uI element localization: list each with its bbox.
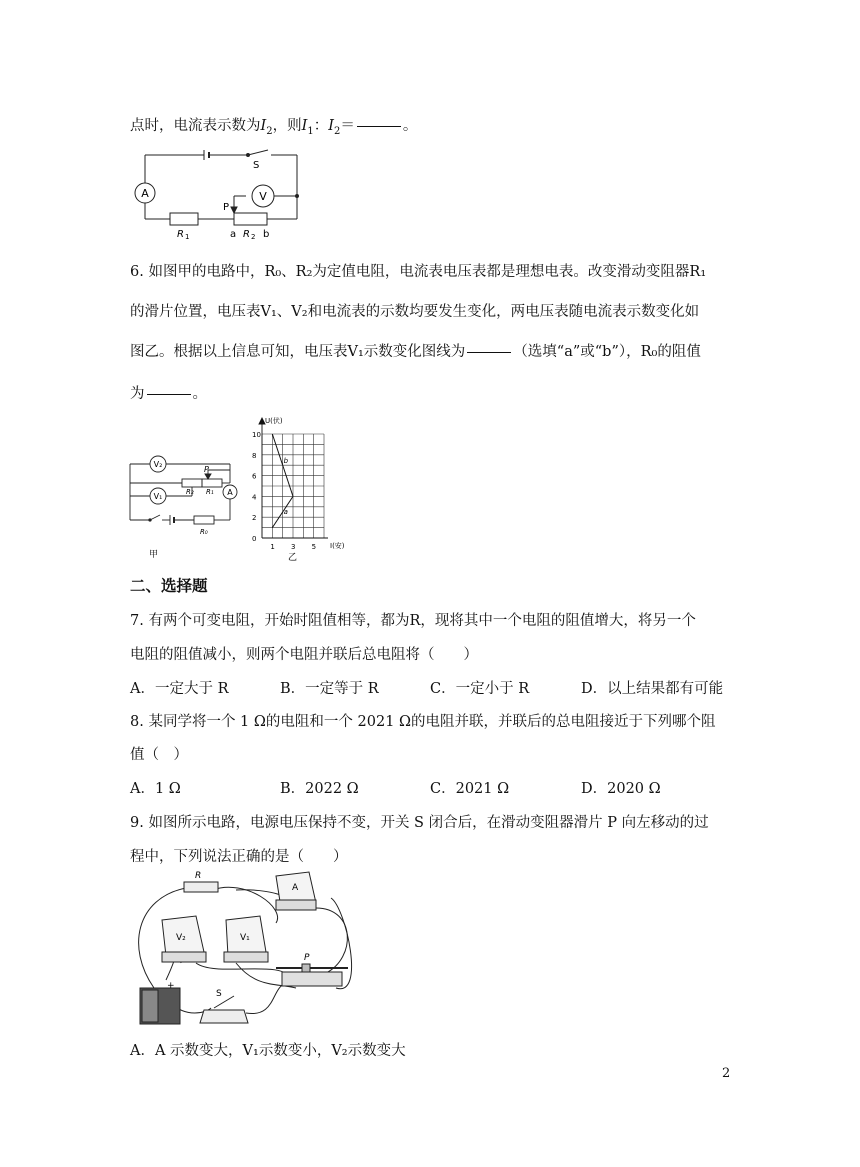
q7-option-c[interactable]: C．一定小于 R — [430, 681, 530, 697]
q6-line1: 6. 如图甲的电路中，R₀、R₂为定值电阻，电流表电压表都是理想电表。改变滑动变阻器R₁ — [130, 264, 707, 280]
y-axis-label: U(伏) — [265, 417, 283, 425]
q5-circuit-figure — [128, 146, 313, 241]
svg-text:a: a — [230, 229, 237, 240]
svg-text:P: P — [204, 465, 209, 474]
page-number: 2 — [722, 1066, 731, 1081]
q6-line4: 为 。 — [130, 386, 207, 402]
series-label-b: b — [283, 457, 289, 466]
svg-text:R: R — [195, 871, 202, 881]
svg-text:V: V — [259, 190, 267, 203]
q7-option-d[interactable]: D．以上结果都有可能 — [581, 681, 724, 697]
x-axis-label: I(安) — [330, 542, 345, 550]
q6-line2: 的滑片位置，电压表V₁、V₂和电流表的示数均要发生变化，两电压表随电流表示数变化如 — [130, 304, 700, 320]
q9-line2: 程中，下列说法正确的是（ ） — [130, 849, 348, 865]
y-tick-label: 10 — [252, 431, 261, 439]
q6-circuit-jia — [126, 448, 246, 563]
svg-text:P: P — [304, 953, 310, 963]
q6-graph-yi — [246, 414, 358, 564]
answer-blank[interactable] — [357, 125, 401, 127]
q7-option-b[interactable]: B．一定等于 R — [280, 681, 379, 697]
svg-text:A: A — [141, 187, 149, 200]
x-tick-label: 5 — [311, 543, 317, 551]
section-title: 二、选择题 — [130, 577, 208, 595]
y-tick-label: 6 — [252, 472, 257, 481]
q6-line3: 图乙。根据以上信息可知，电压表V₁示数变化图线为 （选填“a”或“b”），R₀的阻值 — [130, 344, 701, 360]
chart-caption: 乙 — [288, 553, 298, 563]
y-tick-label: 2 — [252, 514, 257, 523]
svg-text:R₁: R₁ — [206, 488, 214, 496]
y-tick-label: 4 — [252, 493, 257, 502]
svg-text:R: R — [177, 229, 184, 240]
q5-tail-line: 点时，电流表示数为$I_2$，则$I_1$：$I_2=$ 。 — [130, 118, 418, 137]
q8-line2: 值（ ） — [130, 747, 188, 763]
q8-option-d[interactable]: D．2020 Ω — [581, 781, 661, 797]
q9-line1: 9. 如图所示电路，电源电压保持不变，开关 S 闭合后，在滑动变阻器滑片 P 向左移动的过 — [130, 815, 709, 831]
svg-text:V₂: V₂ — [176, 933, 186, 943]
x-tick-label: 1 — [270, 543, 275, 551]
q7-line1: 7. 有两个可变电阻，开始时阻值相等，都为R，现将其中一个电阻的阻值增大，将另一个 — [130, 613, 696, 629]
svg-text:V₁: V₁ — [240, 933, 250, 943]
q8-option-c[interactable]: C．2021 Ω — [430, 781, 510, 797]
q9-circuit-figure — [126, 868, 366, 1033]
x-tick-label: 3 — [291, 543, 296, 551]
svg-text:S: S — [253, 160, 260, 171]
svg-text:A: A — [292, 883, 299, 893]
series-label-a: a — [283, 508, 288, 516]
svg-text:S: S — [216, 989, 222, 999]
q8-option-b[interactable]: B．2022 Ω — [280, 781, 359, 797]
svg-text:R₀: R₀ — [200, 528, 208, 536]
q7-option-a[interactable]: A．一定大于 R — [130, 681, 229, 697]
svg-text:V₁: V₁ — [153, 492, 163, 501]
q7-line2: 电阻的阻值减小，则两个电阻并联后总电阻将（ ） — [130, 647, 478, 663]
svg-text:R₂: R₂ — [186, 488, 194, 496]
svg-text:b: b — [263, 229, 270, 240]
svg-text:P: P — [223, 202, 230, 213]
svg-text:甲: 甲 — [149, 550, 159, 560]
y-tick-label: 0 — [252, 535, 257, 543]
svg-text:+: + — [167, 981, 175, 991]
answer-blank-r0[interactable] — [147, 393, 191, 395]
svg-text:V₂: V₂ — [153, 460, 163, 469]
q9-option-a[interactable]: A．A 示数变大，V₁示数变小，V₂示数变大 — [130, 1043, 406, 1059]
svg-text:1: 1 — [185, 233, 190, 241]
answer-blank-curve[interactable] — [467, 351, 511, 353]
svg-text:2: 2 — [251, 233, 256, 241]
q8-option-a[interactable]: A．1 Ω — [130, 781, 181, 797]
svg-text:A: A — [227, 488, 233, 497]
y-tick-label: 8 — [252, 451, 257, 460]
svg-text:R: R — [243, 229, 250, 240]
q8-line1: 8. 某同学将一个 1 Ω的电阻和一个 2021 Ω的电阻并联，并联后的总电阻接近于下列哪个阻 — [130, 714, 716, 730]
